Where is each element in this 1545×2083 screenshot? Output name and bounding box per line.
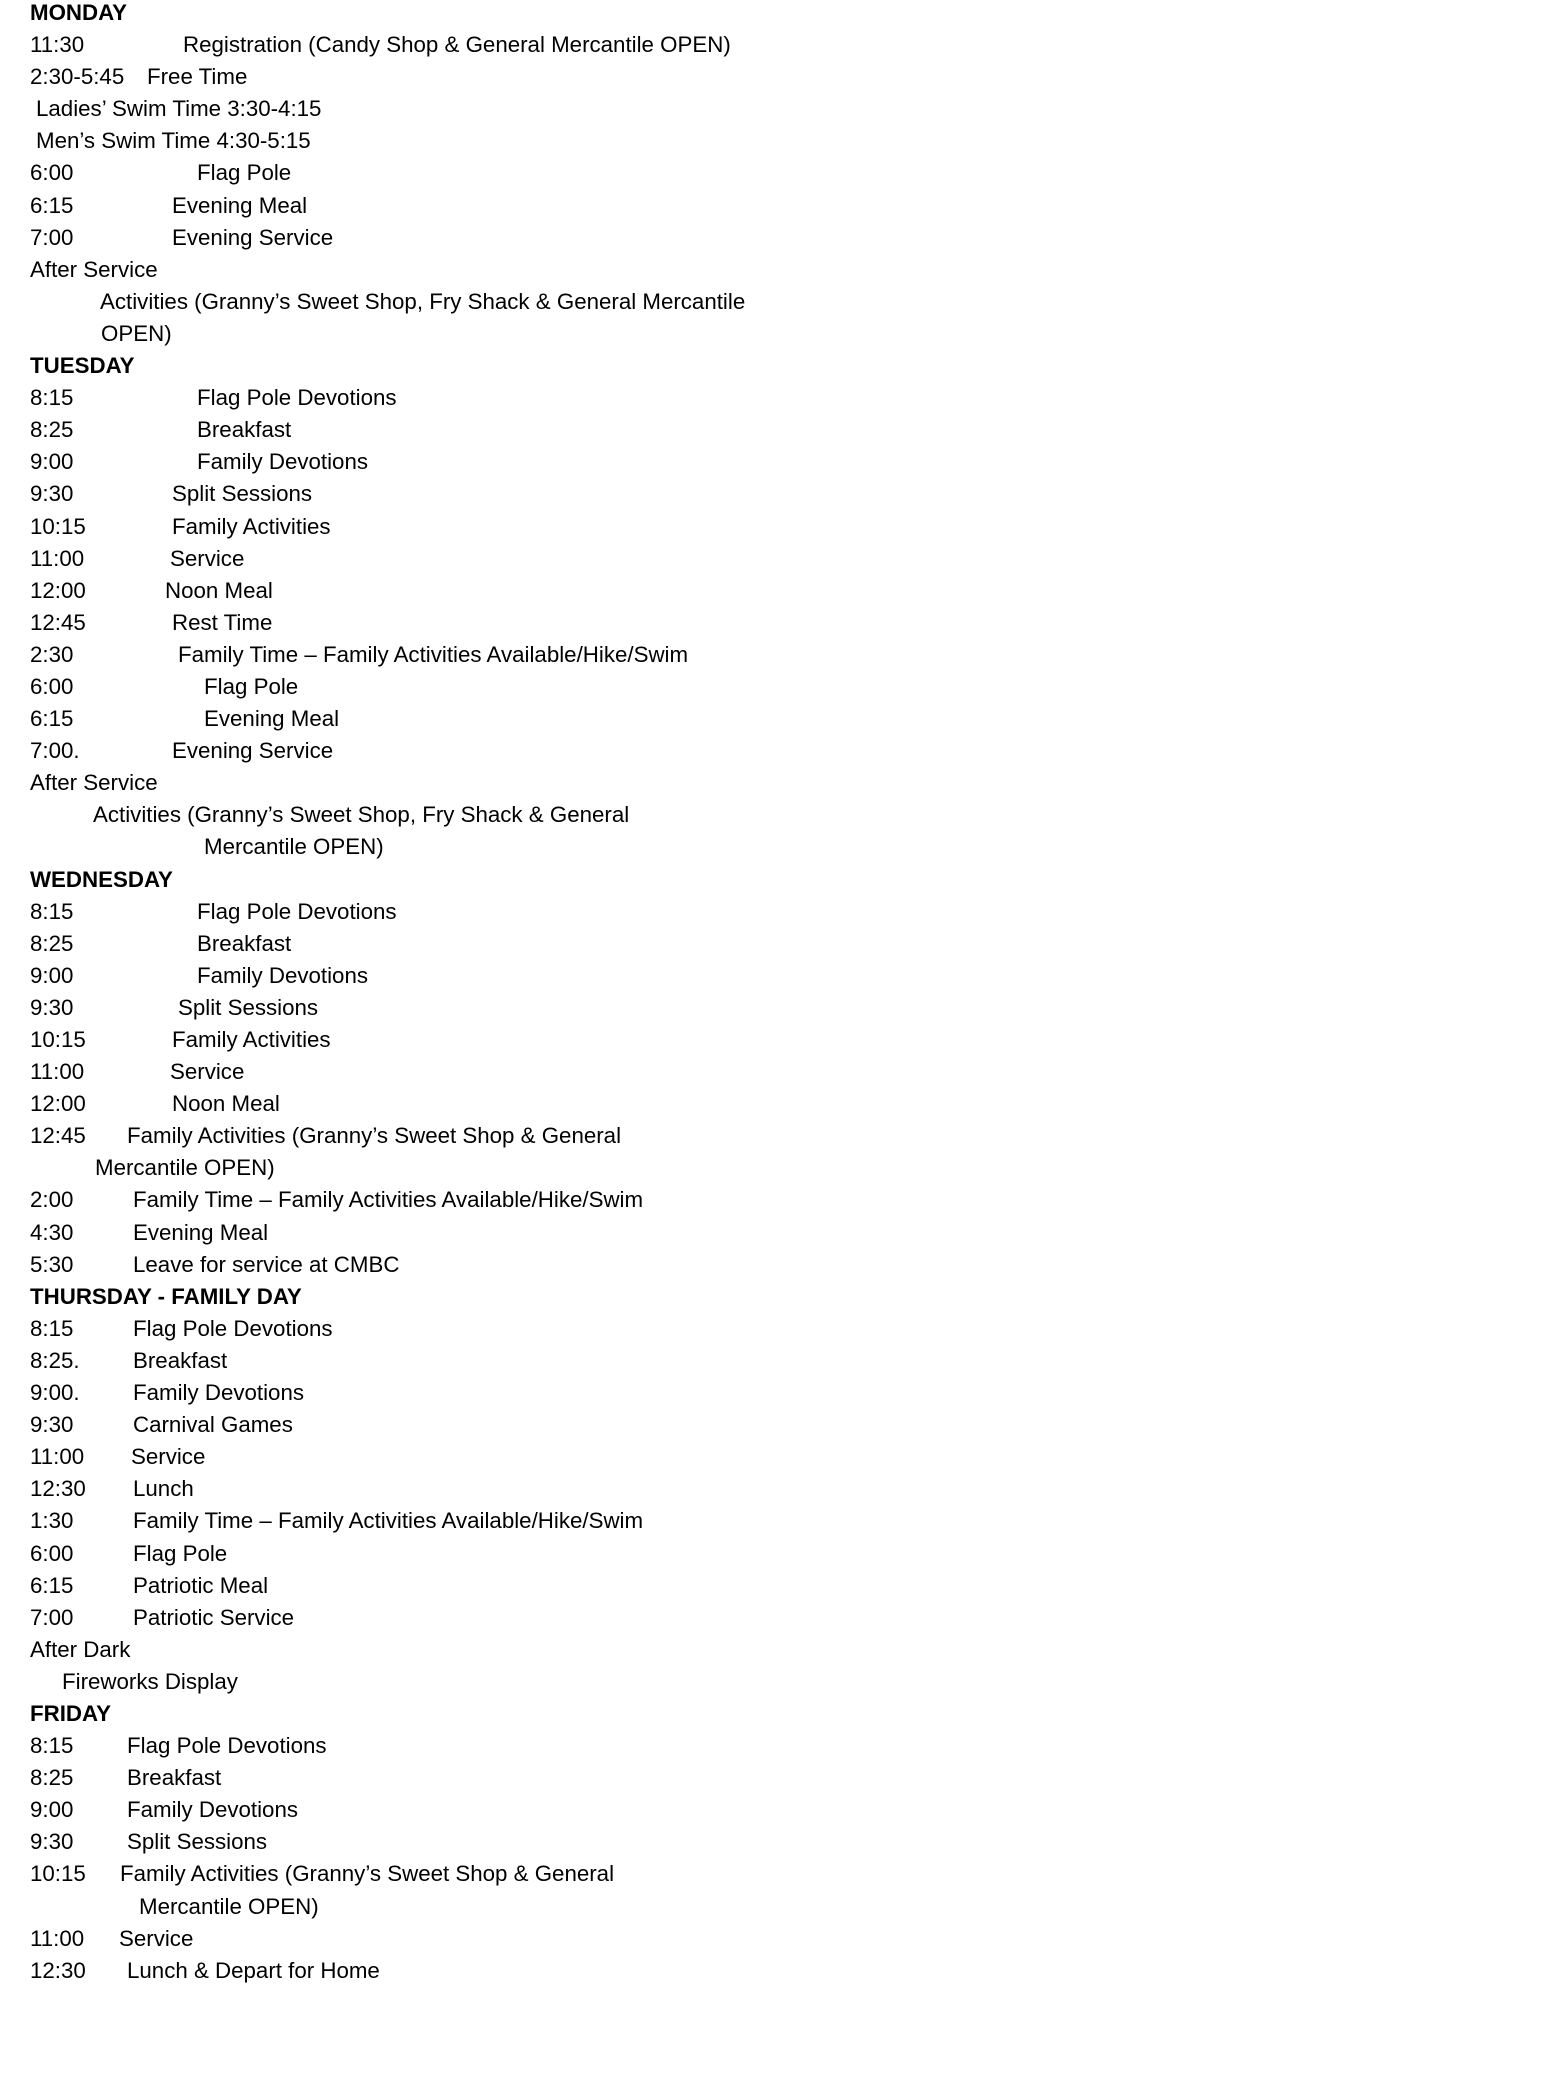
row-description: Evening Service [172, 224, 334, 250]
row-time: 9:30 [30, 481, 74, 507]
day-heading-friday: FRIDAY [30, 1700, 111, 1726]
schedule-row [30, 125, 1510, 157]
row-time: 5:30 [30, 1251, 74, 1277]
schedule-row [30, 1056, 1510, 1088]
row-description: Service [170, 545, 245, 571]
row-time: 2:00 [30, 1187, 74, 1213]
schedule-row [30, 1570, 1510, 1602]
row-description: Breakfast [133, 1347, 228, 1373]
row-description: Breakfast [127, 1765, 222, 1791]
schedule-row [30, 607, 1510, 639]
row-time: 8:15 [30, 1733, 74, 1759]
row-time: 12:30 [30, 1957, 86, 1983]
schedule-row [30, 414, 1510, 446]
schedule-row [30, 446, 1510, 478]
row-description: Lunch & Depart for Home [127, 1957, 380, 1983]
schedule-row [30, 543, 1510, 575]
row-time: 6:15 [30, 192, 74, 218]
row-description: Evening Meal [204, 706, 340, 732]
row-description: Noon Meal [165, 577, 273, 603]
row-time: 9:30 [30, 1412, 74, 1438]
schedule-row [30, 1666, 1510, 1698]
row-description: Family Devotions [133, 1380, 304, 1406]
row-time: 8:25. [30, 1347, 80, 1373]
schedule-row [30, 1923, 1510, 1955]
row-time: 11:00 [30, 545, 85, 571]
schedule-row [30, 1313, 1510, 1345]
row-description: Rest Time [172, 609, 273, 635]
row-description: Patriotic Meal [133, 1572, 269, 1598]
row-description: Service [119, 1925, 194, 1951]
schedule-row [30, 1538, 1510, 1570]
row-description: Evening Service [172, 738, 334, 764]
schedule-row [30, 190, 1510, 222]
row-time: 12:30 [30, 1476, 86, 1502]
row-description: Flag Pole [133, 1540, 228, 1566]
schedule-row [30, 960, 1510, 992]
row-time: 11:30 [30, 32, 85, 58]
row-description: Men’s Swim Time 4:30-5:15 [36, 128, 311, 154]
schedule-row [30, 767, 1510, 799]
row-description: Patriotic Service [133, 1604, 295, 1630]
schedule-row [30, 1858, 1510, 1890]
row-time: 4:30 [30, 1219, 74, 1245]
schedule-row [30, 1024, 1510, 1056]
schedule-row [30, 1441, 1510, 1473]
schedule-row [30, 831, 1510, 863]
row-description: Activities (Granny’s Sweet Shop, Fry Shack & General Mercantile [100, 288, 746, 314]
row-description: Free Time [147, 64, 248, 90]
schedule-row [30, 1152, 1510, 1184]
row-description: Family Devotions [127, 1797, 298, 1823]
schedule-row [30, 254, 1510, 286]
row-description: Service [170, 1059, 245, 1085]
row-description: Family Activities (Granny’s Sweet Shop & General [120, 1861, 615, 1887]
schedule-row [30, 61, 1510, 93]
schedule-row [30, 735, 1510, 767]
row-description: Split Sessions [178, 994, 319, 1020]
row-description: Evening Meal [133, 1219, 269, 1245]
schedule-row [30, 1120, 1510, 1152]
row-time: 10:15 [30, 513, 86, 539]
schedule-row [30, 1762, 1510, 1794]
day-heading-thursday: THURSDAY - FAMILY DAY [30, 1283, 302, 1309]
schedule-row [30, 1794, 1510, 1826]
row-description: Flag Pole Devotions [197, 898, 397, 924]
schedule-row [30, 1955, 1510, 1987]
row-time: 9:00. [30, 1380, 80, 1406]
row-description: Flag Pole Devotions [133, 1315, 333, 1341]
row-description: Mercantile OPEN) [139, 1893, 319, 1919]
row-time: 12:00 [30, 1091, 86, 1117]
schedule-row [30, 1345, 1510, 1377]
row-time: 11:00 [30, 1925, 85, 1951]
row-description: Family Time – Family Activities Available/Hike/Swim [178, 641, 689, 667]
row-time: 6:15 [30, 706, 74, 732]
row-description: Family Time – Family Activities Available/Hike/Swim [133, 1508, 644, 1534]
schedule-row [30, 1377, 1510, 1409]
row-description: Fireworks Display [62, 1668, 238, 1694]
row-description: Evening Meal [172, 192, 308, 218]
row-time: 6:15 [30, 1572, 74, 1598]
row-time: 8:25 [30, 930, 74, 956]
schedule-document [30, 0, 1510, 1987]
schedule-row [30, 511, 1510, 543]
row-description: Registration (Candy Shop & General Mercantile OPEN) [183, 32, 731, 58]
row-time: 8:15 [30, 385, 74, 411]
row-time: 9:00 [30, 962, 74, 988]
row-time: 12:45 [30, 609, 86, 635]
row-time: After Service [30, 256, 158, 282]
row-description: Breakfast [197, 930, 292, 956]
row-time: 1:30 [30, 1508, 74, 1534]
row-description: Family Time – Family Activities Available/Hike/Swim [133, 1187, 644, 1213]
row-description: Family Activities [172, 1027, 331, 1052]
day-heading-tuesday: TUESDAY [30, 353, 135, 379]
row-description: Service [131, 1444, 206, 1470]
schedule-row [30, 1088, 1510, 1120]
day-heading-monday: MONDAY [30, 0, 128, 25]
row-description: Ladies’ Swim Time 3:30-4:15 [36, 96, 322, 122]
row-time: 6:00 [30, 160, 74, 186]
schedule-row [30, 222, 1510, 254]
row-time: After Service [30, 770, 158, 796]
row-time: 7:00 [30, 224, 74, 250]
day-heading-wednesday: WEDNESDAY [30, 866, 173, 892]
row-time: 8:15 [30, 898, 74, 924]
schedule-row [30, 478, 1510, 510]
row-description: Family Activities [172, 513, 331, 539]
row-time: 7:00 [30, 1604, 74, 1630]
schedule-row [30, 928, 1510, 960]
row-time: 12:45 [30, 1123, 86, 1149]
row-time: 12:00 [30, 577, 86, 603]
row-time: 2:30-5:45 [30, 64, 125, 90]
row-time: 10:15 [30, 1027, 86, 1052]
row-time: 6:00 [30, 673, 74, 699]
schedule-row [30, 703, 1510, 735]
row-time: 2:30 [30, 641, 74, 667]
row-description: Lunch [133, 1476, 194, 1502]
row-time: 9:00 [30, 449, 74, 475]
schedule-row [30, 382, 1510, 414]
schedule-row [30, 1249, 1510, 1281]
row-description: Mercantile OPEN) [95, 1155, 275, 1181]
schedule-row [30, 1826, 1510, 1858]
schedule-row [30, 286, 1510, 318]
row-description: Split Sessions [172, 481, 313, 507]
schedule-row [30, 1505, 1510, 1537]
row-time: 10:15 [30, 1861, 86, 1887]
row-description: Flag Pole [197, 160, 292, 186]
row-time: 6:00 [30, 1540, 74, 1566]
row-description: Split Sessions [127, 1829, 268, 1855]
row-description: Leave for service at CMBC [133, 1251, 400, 1277]
row-description: Mercantile OPEN) [204, 834, 384, 860]
row-time: 9:30 [30, 1829, 74, 1855]
schedule-row [30, 157, 1510, 189]
row-description: Family Activities (Granny’s Sweet Shop & General [127, 1123, 622, 1149]
row-time: 7:00. [30, 738, 80, 764]
schedule-row [30, 1730, 1510, 1762]
schedule-row [30, 93, 1510, 125]
row-time: 11:00 [30, 1444, 85, 1470]
row-description: OPEN) [101, 320, 172, 346]
schedule-row [30, 1891, 1510, 1923]
schedule-row [30, 29, 1510, 61]
schedule-row [30, 1634, 1510, 1666]
row-description: Flag Pole Devotions [197, 385, 397, 411]
row-description: Flag Pole Devotions [127, 1733, 327, 1759]
schedule-row [30, 318, 1510, 350]
row-time: After Dark [30, 1636, 131, 1662]
schedule-row [30, 1473, 1510, 1505]
row-description: Noon Meal [172, 1091, 280, 1117]
row-description: Family Devotions [197, 962, 368, 988]
schedule-row [30, 1409, 1510, 1441]
schedule-row [30, 1184, 1510, 1216]
row-time: 9:30 [30, 994, 74, 1020]
row-time: 11:00 [30, 1059, 85, 1085]
row-time: 9:00 [30, 1797, 74, 1823]
schedule-row [30, 639, 1510, 671]
schedule-row [30, 896, 1510, 928]
row-description: Activities (Granny’s Sweet Shop, Fry Shack & General [93, 802, 630, 828]
row-time: 8:25 [30, 417, 74, 443]
schedule-row [30, 992, 1510, 1024]
row-description: Family Devotions [197, 449, 368, 475]
schedule-row [30, 1217, 1510, 1249]
row-time: 8:25 [30, 1765, 74, 1791]
row-description: Flag Pole [204, 673, 299, 699]
row-description: Carnival Games [133, 1412, 293, 1438]
schedule-row [30, 799, 1510, 831]
row-description: Breakfast [197, 417, 292, 443]
row-time: 8:15 [30, 1315, 74, 1341]
schedule-row [30, 1602, 1510, 1634]
schedule-row [30, 671, 1510, 703]
schedule-row [30, 575, 1510, 607]
